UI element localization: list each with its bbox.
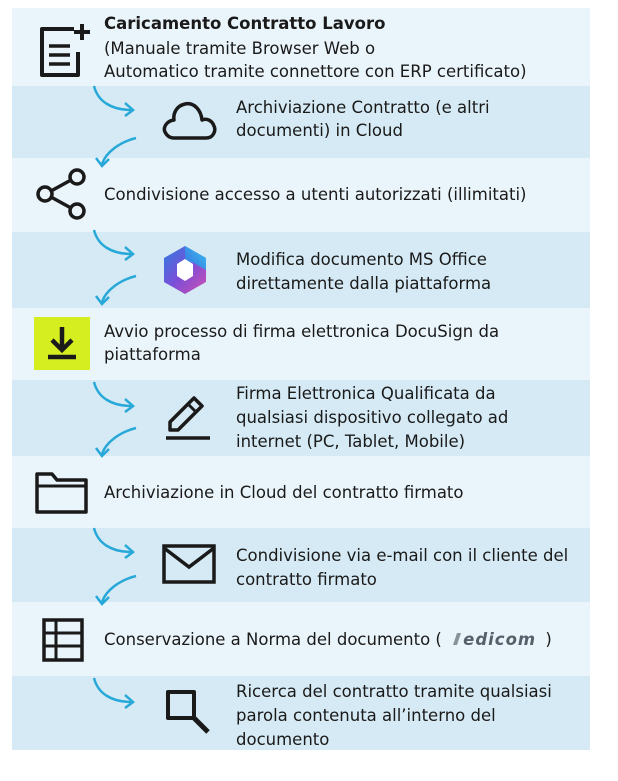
edicom-wordmark: edicom [463, 630, 537, 649]
flow-arrow-down-left-icon [92, 424, 140, 460]
step-1-line-1: (Manuale tramite Browser Web o [104, 39, 376, 58]
pen-icon [160, 390, 216, 446]
flow-arrow-down-left-icon [92, 272, 140, 308]
flow-arrow-right-icon [88, 526, 144, 560]
cloud-icon [160, 96, 218, 142]
step-10-line-1: Ricerca del contratto tramite qualsiasi [236, 682, 552, 701]
edicom-mark-icon [451, 631, 463, 647]
step-8-line-1: Condivisione via e-mail con il cliente del [236, 546, 569, 565]
step-3-line-1: Condivisione accesso a utenti autorizzati (illimitati) [104, 185, 527, 204]
step-4-line-2: direttamente dalla piattaforma [236, 274, 492, 293]
flow-arrow-down-left-icon [92, 572, 140, 608]
flow-arrow-right-icon [88, 84, 144, 118]
step-9-line [104, 628, 552, 651]
step-5-line-2: piattaforma [104, 345, 201, 364]
step-9-text: Conservazione a Norma del documento ( [104, 630, 442, 649]
step-5-band [12, 308, 590, 380]
flow-arrow-right-icon [88, 676, 144, 710]
step-6-line-1: Firma Elettronica Qualificata da [236, 384, 496, 403]
flow-arrow-right-icon [88, 380, 144, 414]
step-6-line-2: qualsiasi dispositivo collegato ad [236, 408, 509, 427]
step-6-line-3: internet (PC, Tablet, Mobile) [236, 432, 466, 451]
step-2-line-1: Archiviazione Contratto (e altri [236, 98, 490, 117]
flow-arrow-right-icon [88, 228, 144, 262]
edicom-logo [451, 628, 536, 651]
step-1-line-2: Automatico tramite connettore con ERP certificato) [104, 62, 527, 81]
step-10-line-2: parola contenuta all’interno del [236, 706, 496, 725]
step-1-title: Caricamento Contratto Lavoro [104, 14, 386, 33]
mail-icon [160, 542, 218, 588]
flow-arrow-down-left-icon [92, 134, 140, 170]
step-7-line-1: Archiviazione in Cloud del contratto firmato [104, 483, 464, 502]
ms-office-icon [160, 244, 210, 296]
folder-icon [34, 466, 90, 516]
document-add-icon [34, 24, 94, 80]
step-9-close: ) [545, 630, 552, 649]
share-icon [34, 166, 90, 222]
step-5-line-1: Avvio processo di firma elettronica DocuSign da [104, 322, 500, 341]
step-10-line-3: documento [236, 730, 330, 749]
docusign-download-badge [34, 317, 90, 370]
search-icon [162, 686, 216, 740]
step-4-line-1: Modifica documento MS Office [236, 250, 487, 269]
step-2-line-2: documenti) in Cloud [236, 121, 403, 140]
list-icon [38, 616, 90, 664]
download-icon [34, 317, 90, 370]
step-8-line-2: contratto firmato [236, 570, 377, 589]
